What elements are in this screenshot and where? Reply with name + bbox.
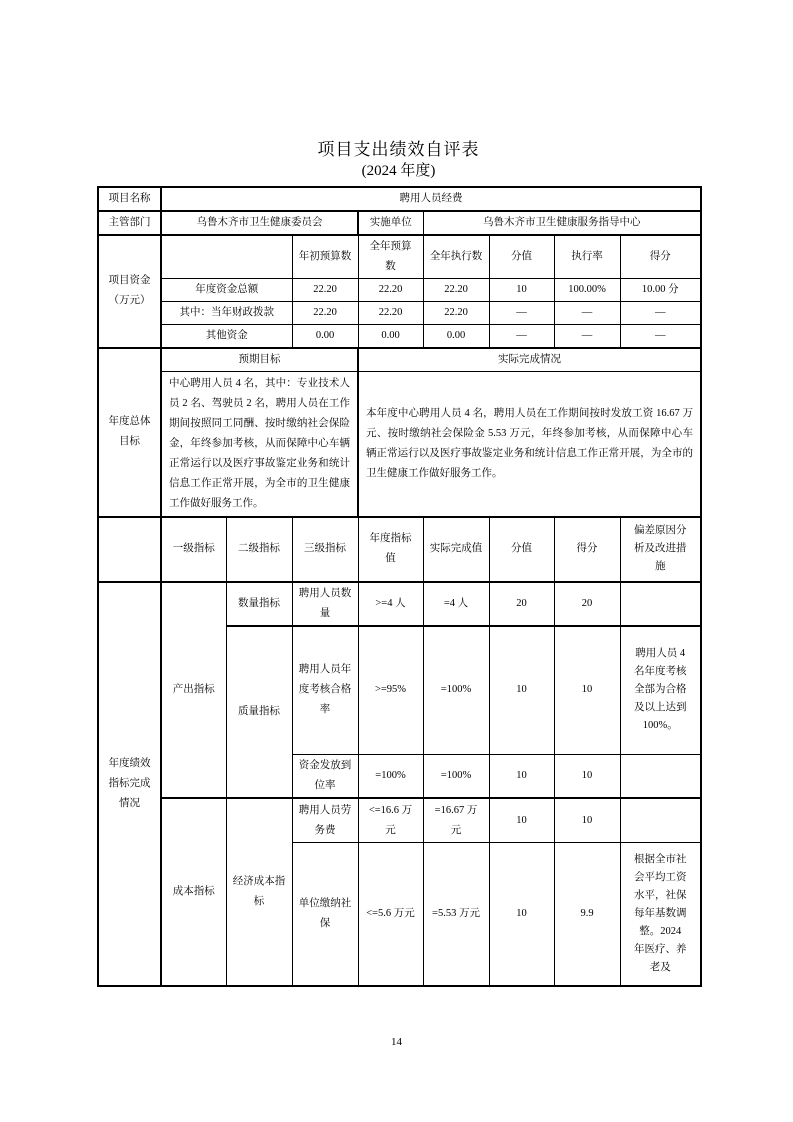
deviation-cell: 聘用人员 4 名年度考核全部为合格及以上达到 100%。 bbox=[620, 626, 701, 755]
points-cell: 10 bbox=[489, 755, 554, 798]
funds-value-cell: 22.20 bbox=[292, 278, 358, 301]
funds-header-initial-budget: 年初预算数 bbox=[292, 235, 358, 278]
funds-value-cell: — bbox=[620, 324, 701, 347]
target-cell: <=16.6 万元 bbox=[358, 798, 423, 843]
indicator-header-points: 分值 bbox=[489, 517, 554, 582]
funds-total-label: 年度资金总额 bbox=[161, 278, 292, 301]
table-row bbox=[98, 517, 701, 582]
indicator-header-level1: 一级指标 bbox=[161, 517, 226, 582]
funds-value-cell: 0.00 bbox=[423, 324, 489, 347]
page-title: 项目支出绩效自评表 bbox=[317, 140, 480, 159]
actual-cell: =100% bbox=[423, 626, 489, 755]
impl-unit-value: 乌鲁木齐市卫生健康服务指导中心 bbox=[423, 211, 701, 235]
level3-cell: 聘用人员劳务费 bbox=[292, 798, 358, 843]
level3-cell: 聘用人员年度考核合格率 bbox=[292, 626, 358, 755]
table-row bbox=[98, 235, 701, 278]
page-number: 14 bbox=[391, 1036, 402, 1048]
funds-value-cell: 22.20 bbox=[358, 278, 423, 301]
actual-cell: =4 人 bbox=[423, 582, 489, 626]
funds-value-cell: 100.00% bbox=[554, 278, 620, 301]
funds-header-annual-budget: 全年预算数 bbox=[358, 235, 423, 278]
expected-goal-text: 中心聘用人员 4 名，其中：专业技术人员 2 名、驾驶员 2 名，聘用人员在工作期间按照同工同酬、按时缴纳社会保险金，年终参加考核，从而保障中心车辆正常运行以及医疗事故鉴定业务和统计信息工作正常开展，为全市的卫生健康工作做好服务工作。 bbox=[161, 371, 358, 517]
indicator-header-level2: 二级指标 bbox=[226, 517, 292, 582]
table-row bbox=[98, 278, 701, 301]
funds-header-points: 分值 bbox=[489, 235, 554, 278]
self-assessment-document bbox=[97, 139, 700, 987]
level3-cell: 聘用人员数量 bbox=[292, 582, 358, 626]
funds-value-cell: 10.00 分 bbox=[620, 278, 701, 301]
funds-value-cell: 22.20 bbox=[423, 278, 489, 301]
actual-completion-text: 本年度中心聘用人员 4 名，聘用人员在工作期间按时发放工资 16.67 万元、按时缴纳社会保险金 5.53 万元，年终参加考核，从而保障中心车辆正常运行以及医疗事故鉴定业务和统计信息工作正常开展，为全市的卫生健康工作做好服务工作。 bbox=[358, 371, 701, 517]
self-assessment-table bbox=[97, 186, 702, 987]
indicators-row-label: 年度绩效指标完成情况 bbox=[98, 582, 161, 986]
funds-value-cell: 10 bbox=[489, 278, 554, 301]
level2-quantity-cell: 数量指标 bbox=[226, 582, 292, 626]
indicator-header-deviation: 偏差原因分析及改进措施 bbox=[620, 517, 701, 582]
target-cell: >=4 人 bbox=[358, 582, 423, 626]
table-row bbox=[98, 211, 701, 235]
funds-value-cell: — bbox=[554, 324, 620, 347]
funds-value-cell: — bbox=[489, 324, 554, 347]
page-subtitle: (2024 年度) bbox=[361, 163, 436, 179]
table-row bbox=[98, 798, 701, 843]
points-cell: 10 bbox=[489, 798, 554, 843]
deviation-cell: 根据全市社会平均工资水平，社保每年基数调整。2024 年医疗、养老及 bbox=[620, 843, 701, 986]
indicators-corner-cell bbox=[98, 517, 161, 582]
dept-label: 主管部门 bbox=[98, 211, 161, 235]
level3-cell: 资金发放到位率 bbox=[292, 755, 358, 798]
funds-corner-cell bbox=[161, 235, 292, 278]
funds-value-cell: 22.20 bbox=[423, 301, 489, 324]
impl-unit-label: 实施单位 bbox=[358, 211, 423, 235]
indicator-header-score: 得分 bbox=[554, 517, 620, 582]
dept-value: 乌鲁木齐市卫生健康委员会 bbox=[161, 211, 358, 235]
funds-value-cell: 22.20 bbox=[358, 301, 423, 324]
deviation-cell bbox=[620, 755, 701, 798]
table-row bbox=[98, 324, 701, 347]
score-cell: 9.9 bbox=[554, 843, 620, 986]
level2-quality-cell: 质量指标 bbox=[226, 626, 292, 798]
expected-goal-header: 预期目标 bbox=[161, 348, 358, 371]
level1-output-cell: 产出指标 bbox=[161, 582, 226, 798]
funds-header-annual-execution: 全年执行数 bbox=[423, 235, 489, 278]
table-row bbox=[98, 348, 701, 371]
points-cell: 10 bbox=[489, 626, 554, 755]
score-cell: 10 bbox=[554, 755, 620, 798]
funds-value-cell: 0.00 bbox=[358, 324, 423, 347]
annual-goal-label: 年度总体目标 bbox=[98, 348, 161, 517]
target-cell: =100% bbox=[358, 755, 423, 798]
indicator-header-target: 年度指标值 bbox=[358, 517, 423, 582]
actual-cell: =5.53 万元 bbox=[423, 843, 489, 986]
project-name-label: 项目名称 bbox=[98, 187, 161, 211]
funds-value-cell: 22.20 bbox=[292, 301, 358, 324]
level3-cell: 单位缴纳社保 bbox=[292, 843, 358, 986]
table-row bbox=[98, 582, 701, 626]
funds-value-cell: 0.00 bbox=[292, 324, 358, 347]
indicator-header-actual: 实际完成值 bbox=[423, 517, 489, 582]
points-cell: 20 bbox=[489, 582, 554, 626]
funds-row-label: 项目资金（万元） bbox=[98, 235, 161, 348]
level1-cost-cell: 成本指标 bbox=[161, 798, 226, 986]
deviation-cell bbox=[620, 582, 701, 626]
funds-other-label: 其他资金 bbox=[161, 324, 292, 347]
score-cell: 20 bbox=[554, 582, 620, 626]
funds-value-cell: — bbox=[620, 301, 701, 324]
indicator-header-level3: 三级指标 bbox=[292, 517, 358, 582]
score-cell: 10 bbox=[554, 798, 620, 843]
target-cell: >=95% bbox=[358, 626, 423, 755]
target-cell: <=5.6 万元 bbox=[358, 843, 423, 986]
table-row bbox=[98, 301, 701, 324]
funds-value-cell: — bbox=[489, 301, 554, 324]
table-row bbox=[98, 187, 701, 211]
actual-completion-header: 实际完成情况 bbox=[358, 348, 701, 371]
score-cell: 10 bbox=[554, 626, 620, 755]
level2-economic-cost-cell: 经济成本指标 bbox=[226, 798, 292, 986]
funds-value-cell: — bbox=[554, 301, 620, 324]
actual-cell: =16.67 万元 bbox=[423, 798, 489, 843]
deviation-cell bbox=[620, 798, 701, 843]
funds-header-score: 得分 bbox=[620, 235, 701, 278]
funds-fiscal-label: 其中：当年财政拨款 bbox=[161, 301, 292, 324]
points-cell: 10 bbox=[489, 843, 554, 986]
table-row bbox=[98, 371, 701, 517]
project-name-value: 聘用人员经费 bbox=[161, 187, 701, 211]
actual-cell: =100% bbox=[423, 755, 489, 798]
funds-header-execution-rate: 执行率 bbox=[554, 235, 620, 278]
